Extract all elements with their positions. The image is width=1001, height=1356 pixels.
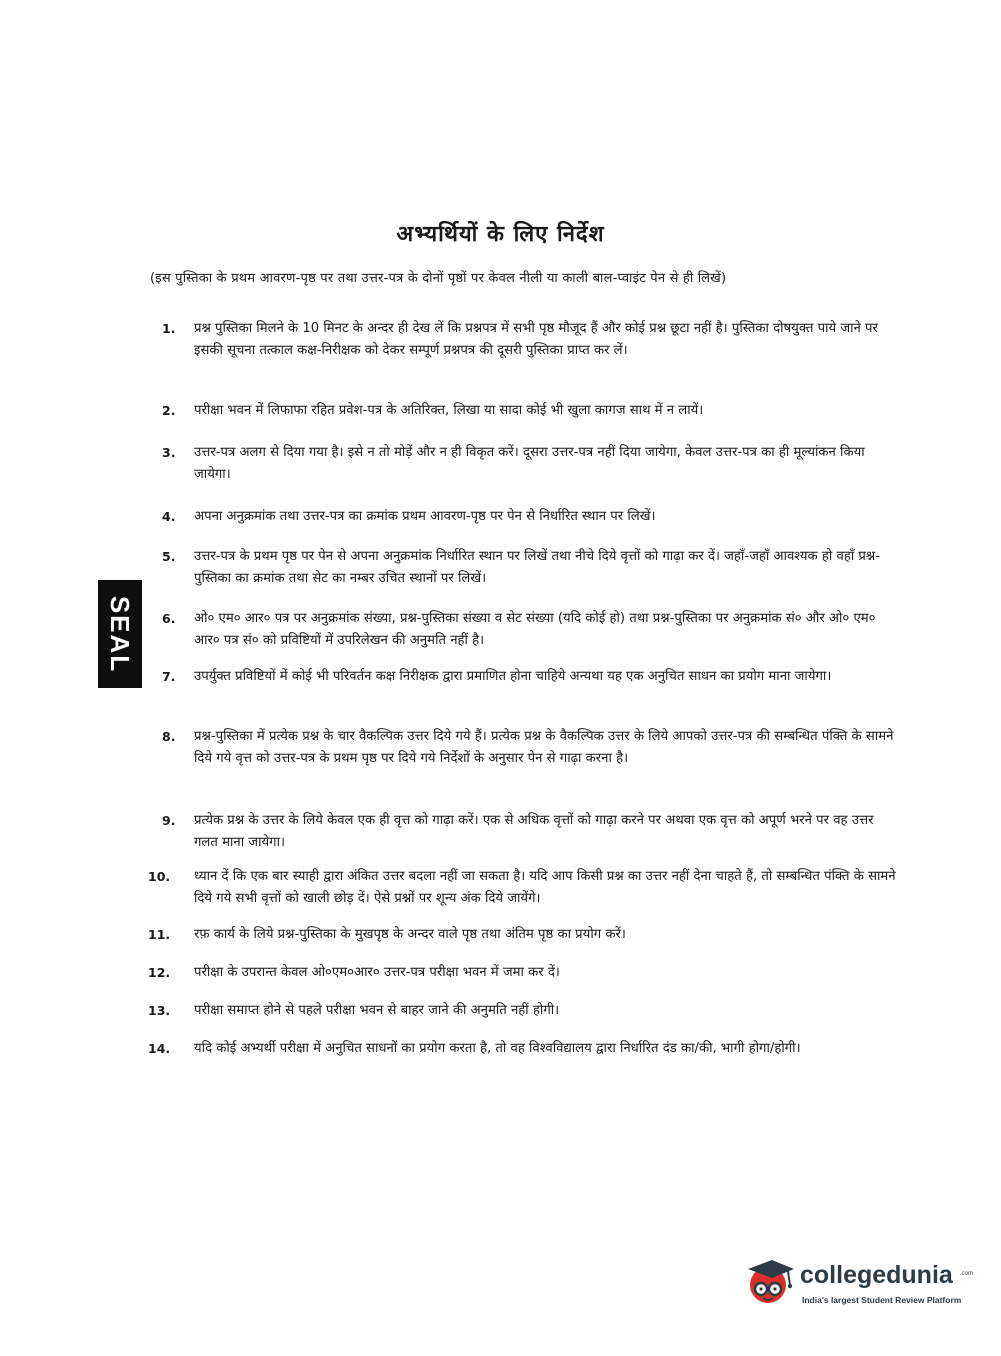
instruction-item — [148, 1038, 898, 1088]
instruction-text: ओ० एम० आर० पत्र पर अनुक्रमांक संख्या, प्रश्न-पुस्तिका संख्या व सेट संख्या (यदि कोई हो) तथा प्रश्न-पुस्तिका पर अनुक्रमांक सं० और ओ० एम० आर० पत्र सं० को प्रविष्टियों में उपरिलेखन की अनुमति नहीं है। — [194, 611, 876, 648]
graduate-mascot-icon — [742, 1255, 798, 1311]
instruction-text: प्रत्येक प्रश्न के उत्तर के लिये केवल एक ही वृत्त को गाढ़ा करें। एक से अधिक वृत्तों को गाढ़ा करने पर अथवा एक वृत्त को अपूर्ण भरने पर वह उत्तर गलत माना जायेगा। — [194, 813, 874, 850]
instruction-text: परीक्षा समाप्त होने से पहले परीक्षा भवन से बाहर जाने की अनुमति नहीं होगी। — [194, 1003, 560, 1018]
instruction-text: परीक्षा भवन में लिफाफा रहित प्रवेश-पत्र के अतिरिक्त, लिखा या सादा कोई भी खुला कागज साथ में न लायें। — [194, 403, 704, 418]
instruction-item — [148, 726, 898, 798]
instruction-item — [148, 866, 898, 916]
instruction-item — [148, 666, 898, 716]
instruction-text: यदि कोई अभ्यर्थी परीक्षा में अनुचित साधनों का प्रयोग करता है, तो वह विश्वविद्यालय द्वारा निर्धारित दंड का/की, भागी होगा/होगी। — [194, 1041, 801, 1056]
instruction-text: परीक्षा के उपरान्त केवल ओ०एम०आर० उत्तर-पत्र परीक्षा भवन में जमा कर दें। — [194, 965, 560, 980]
instruction-number: 4. — [162, 509, 176, 524]
instruction-number: 8. — [162, 729, 176, 744]
instruction-item — [148, 318, 898, 390]
instruction-number: 6. — [162, 611, 176, 626]
instruction-item — [148, 442, 898, 492]
instruction-item — [148, 546, 898, 596]
instruction-number: 5. — [162, 549, 176, 564]
instruction-number: 1. — [162, 321, 176, 336]
logo-com: .com — [960, 1271, 974, 1277]
logo-name: collegedunia — [800, 1261, 953, 1289]
instruction-text: उत्तर-पत्र अलग से दिया गया है। इसे न तो मोड़ें और न ही विकृत करें। दूसरा उत्तर-पत्र नहीं दिया जायेगा, केवल उत्तर-पत्र का ही मूल्यांकन किया जायेगा। — [194, 445, 865, 482]
instruction-text: प्रश्न-पुस्तिका में प्रत्येक प्रश्न के चार वैकल्पिक उत्तर दिये गये हैं। प्रत्येक प्रश्न के वैकल्पिक उत्तर के लिये आपको उत्तर-पत्र की सम्बन्धित पंक्ति के सामने दिये गये वृत्त को उत्तर-पत्र के प्रथम पृष्ठ पर दिये गये निर्देशों के अनुसार पेन से गाढ़ा करना है। — [194, 729, 894, 766]
instruction-text: उत्तर-पत्र के प्रथम पृष्ठ पर पेन से अपना अनुक्रमांक निर्धारित स्थान पर लिखें तथा नीचे दिये वृत्तों को गाढ़ा कर दें। जहाँ-जहाँ आवश्यक हो वहाँ प्रश्न-पुस्तिका का क्रमांक तथा सेट का नम्बर उचित स्थानों पर लिखें। — [194, 549, 881, 586]
instruction-text: अपना अनुक्रमांक तथा उत्तर-पत्र का क्रमांक प्रथम आवरण-पृष्ठ पर पेन से निर्धारित स्थान पर लिखें। — [194, 509, 656, 524]
instruction-number: 14. — [148, 1041, 171, 1056]
instruction-text: प्रश्न पुस्तिका मिलने के 10 मिनट के अन्दर ही देख लें कि प्रश्नपत्र में सभी पृष्ठ मौजूद हैं और कोई प्रश्न छूटा नहीं है। पुस्तिका दोषयुक्त पाये जाने पर इसकी सूचना तत्काल कक्ष-निरीक्षक को देकर सम्पूर्ण प्रश्नपत्र की दूसरी पुस्तिका प्राप्त कर लें। — [194, 321, 878, 358]
instructions-list — [148, 318, 898, 1088]
instruction-number: 9. — [162, 813, 176, 828]
seal-label: SEAL — [105, 595, 136, 673]
collegedunia-logo — [742, 1255, 972, 1315]
instruction-item — [148, 608, 898, 658]
instruction-item — [148, 962, 898, 992]
page-title: अभ्यर्थियों के लिए निर्देश — [396, 222, 605, 247]
instruction-number: 13. — [148, 1003, 171, 1018]
logo-tagline: India's largest Student Review Platform — [802, 1295, 962, 1305]
instruction-item — [148, 1000, 898, 1030]
instruction-item — [148, 506, 898, 536]
instruction-number: 3. — [162, 445, 176, 460]
instruction-text: उपर्युक्त प्रविष्टियों में कोई भी परिवर्तन कक्ष निरीक्षक द्वारा प्रमाणित होना चाहिये अन्यथा यह एक अनुचित साधन का प्रयोग माना जायेगा। — [194, 669, 832, 684]
instruction-number: 12. — [148, 965, 171, 980]
instruction-number: 11. — [148, 927, 171, 942]
instruction-number: 10. — [148, 869, 171, 884]
instruction-number: 7. — [162, 669, 176, 684]
instruction-item — [148, 400, 898, 438]
seal-stamp — [98, 580, 142, 688]
instruction-number: 2. — [162, 403, 176, 418]
instruction-text: ध्यान दें कि एक बार स्याही द्वारा अंकित उत्तर बदला नहीं जा सकता है। यदि आप किसी प्रश्न का उत्तर नहीं देना चाहते हैं, तो सम्बन्धित पंक्ति के सामने दिये गये सभी वृत्तों को खाली छोड़ दें। ऐसे प्रश्नों पर शून्य अंक दिये जायेंगे। — [194, 869, 896, 906]
instruction-item — [148, 810, 898, 860]
instruction-item — [148, 924, 898, 954]
page-subtitle: (इस पुस्तिका के प्रथम आवरण-पृष्ठ पर तथा उत्तर-पत्र के दोनों पृष्ठों पर केवल नीली या काली बाल-प्वाइंट पेन से ही लिखें) — [150, 271, 727, 286]
instruction-text: रफ़ कार्य के लिये प्रश्न-पुस्तिका के मुखपृष्ठ के अन्दर वाले पृष्ठ तथा अंतिम पृष्ठ का प्रयोग करें। — [194, 927, 626, 942]
